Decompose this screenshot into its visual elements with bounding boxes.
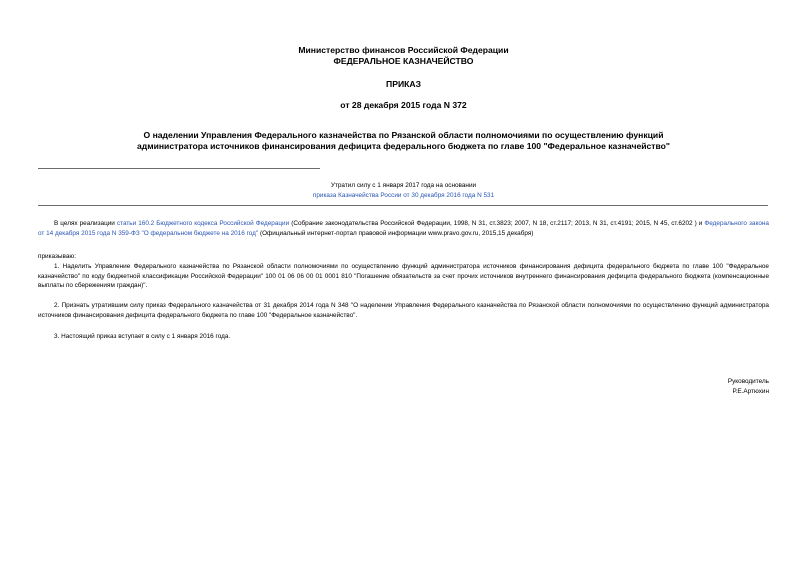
preamble-text-c: (Официальный интернет-портал правовой информации www.pravo.gov.ru, 2015,15 декабря) (258, 229, 534, 237)
lost-force-note: Утратил силу с 1 января 2017 года на основании (330, 182, 477, 189)
order-item-2: 2. Признать утратившим силу приказ Федерального казначейства от 31 декабря 2014 года N 348 "О наделении Управления Федерального казначейства по Рязанской области полномочиями по осуществлению функций администратора источников финансирования дефицита федерального бюджета по главе 100 "Федеральное казначейство". (38, 302, 769, 319)
signer-name: Р.Е.Артюхин (732, 388, 769, 395)
order-item-3: 3. Настоящий приказ вступает в силу с 1 января 2016 года. (54, 333, 231, 340)
preamble-text-a: В целях реализации (54, 220, 117, 227)
lost-force-link-line (0, 191, 807, 201)
lost-force-order-link[interactable]: приказа Казначейства России от 30 декабря 2016 года N 531 (312, 192, 495, 199)
federal-budget-law-link[interactable]: Федерального закона от 14 декабря 2015 года N 359-ФЗ "О федеральном бюджете на 2016 год" (38, 220, 769, 237)
signer-title: Руководитель (727, 378, 769, 385)
order-item-1: 1. Наделить Управление Федерального казначейства по Рязанской области полномочиями по осуществлению функций администратора источников финансирования дефицита федерального бюджета по главе 100 "Федеральное казначейство" по коду бюджетной классификации Российской Федерации" 100 01 06 06 00 01 0001 810 "Погашение обязательств за счет прочих источников внутреннего финансирования дефицита федерального бюджета (компенсационные выплаты по сбережениям граждан)". (38, 263, 769, 290)
preamble-paragraph (38, 219, 769, 238)
budget-code-article-link[interactable]: статьи 160.2 Бюджетного кодекса Российской Федерации (116, 220, 290, 227)
treasury-name: ФЕДЕРАЛЬНОЕ КАЗНАЧЕЙСТВО (333, 56, 474, 66)
orders-word: приказываю: (38, 253, 76, 260)
document-date-number: от 28 декабря 2015 года N 372 (340, 100, 467, 110)
preamble-text-b: (Собрание законодательства Российской Федерации, 1998, N 31, ст.3823; 2007, N 18, ст.2117; 2013, N 31, ст.4191; 2015, N 45, ст.6202 ) и (289, 220, 705, 227)
divider-bottom (38, 205, 768, 206)
ministry-name: Министерство финансов Российской Федерации (298, 45, 509, 55)
document-type: ПРИКАЗ (386, 79, 421, 89)
divider-top (38, 168, 320, 169)
document-subject: О наделении Управления Федерального казначейства по Рязанской области полномочиями по осуществлению функций администратора источников финансирования дефицита федерального бюджета по главе 100 "Федеральное казначейство" (136, 130, 670, 151)
